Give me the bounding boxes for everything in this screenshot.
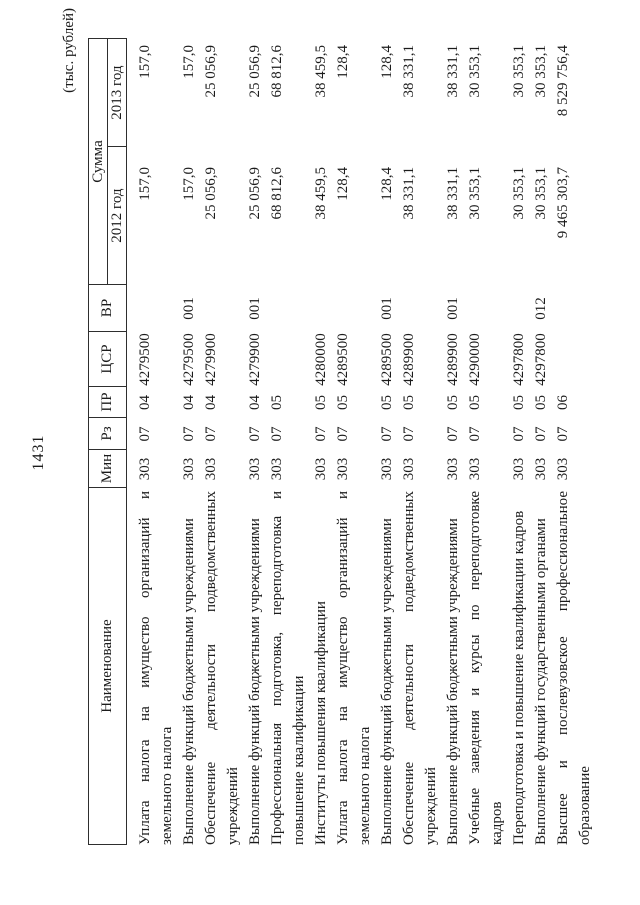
table-row xyxy=(530,38,552,845)
cell-rz: 07 xyxy=(247,426,263,442)
cell-sum-2013: 128,4 xyxy=(379,45,395,79)
cell-pr: 05 xyxy=(313,395,329,410)
name-line: Выполнение функций бюджетными учреждениями xyxy=(445,518,461,845)
cell-sum-2012: 68 812,6 xyxy=(269,167,285,220)
units-note: (тыс. рублей) xyxy=(61,8,77,93)
table-row xyxy=(178,38,200,845)
cell-name xyxy=(376,488,398,845)
header-year-2013: 2013 год xyxy=(108,39,126,147)
header-tsr: ЦСР xyxy=(88,332,127,387)
cell-sum-2013: 128,4 xyxy=(335,45,351,79)
cell-min: 303 xyxy=(137,457,153,481)
cell-rz: 07 xyxy=(445,426,461,442)
cell-rz: 07 xyxy=(313,426,329,442)
name-line: земельного налога xyxy=(159,726,175,845)
cell-pr: 05 xyxy=(269,395,285,410)
cell-name xyxy=(244,488,266,845)
cell-tsr: 4289500 xyxy=(379,333,395,386)
name-line: Обеспечение деятельности подведомственных xyxy=(203,491,219,845)
table-row xyxy=(508,38,530,845)
cell-sum-2012: 128,4 xyxy=(379,167,395,201)
name-line: Высшее и послевузовское профессиональное xyxy=(555,491,571,845)
cell-min: 303 xyxy=(511,457,527,481)
cell-tsr: 4279900 xyxy=(203,333,219,386)
header-vr: ВР xyxy=(88,285,127,332)
header-sum: Сумма xyxy=(89,39,108,284)
cell-min: 303 xyxy=(533,457,549,481)
cell-vr: 001 xyxy=(379,297,395,320)
table-row xyxy=(244,38,266,845)
cell-sum-2013: 68 812,6 xyxy=(269,45,285,98)
cell-sum-2012: 25 056,9 xyxy=(247,167,263,220)
cell-pr: 04 xyxy=(203,395,219,410)
cell-rz: 07 xyxy=(335,426,351,442)
table-row xyxy=(134,38,178,845)
cell-min: 303 xyxy=(181,457,197,481)
cell-sum-2012: 157,0 xyxy=(137,167,153,201)
cell-name xyxy=(332,488,376,845)
cell-pr: 05 xyxy=(379,395,395,410)
cell-pr: 05 xyxy=(533,395,549,410)
cell-sum-2013: 157,0 xyxy=(181,45,197,79)
cell-sum-2013: 157,0 xyxy=(137,45,153,79)
name-line: Переподготовка и повышение квалификации кадров xyxy=(511,510,527,845)
cell-sum-2013: 38 331,1 xyxy=(401,45,417,98)
cell-pr: 04 xyxy=(247,395,263,410)
name-line: земельного налога xyxy=(357,726,373,845)
header-name: Наименование xyxy=(88,488,127,845)
cell-tsr: 4279500 xyxy=(181,333,197,386)
cell-vr: 001 xyxy=(445,297,461,320)
name-line: Выполнение функций бюджетными учреждениями xyxy=(181,518,197,845)
cell-sum-2012: 30 353,1 xyxy=(533,167,549,220)
cell-tsr: 4290000 xyxy=(467,333,483,386)
cell-name xyxy=(310,488,332,845)
cell-rz: 07 xyxy=(555,426,571,442)
cell-rz: 07 xyxy=(467,426,483,442)
cell-sum-2012: 30 353,1 xyxy=(467,167,483,220)
cell-sum-2012: 30 353,1 xyxy=(511,167,527,220)
cell-sum-2013: 30 353,1 xyxy=(533,45,549,98)
table-row xyxy=(310,38,332,845)
cell-pr: 05 xyxy=(445,395,461,410)
cell-sum-2012: 38 459,5 xyxy=(313,167,329,220)
cell-sum-2012: 9 465 303,7 xyxy=(555,167,571,239)
cell-rz: 07 xyxy=(379,426,395,442)
cell-tsr: 4297800 xyxy=(511,333,527,386)
cell-sum-2013: 38 331,1 xyxy=(445,45,461,98)
cell-tsr: 4289900 xyxy=(445,333,461,386)
cell-tsr: 4280000 xyxy=(313,333,329,386)
page-number: 1431 xyxy=(30,434,47,471)
cell-min: 303 xyxy=(313,457,329,481)
name-line: Уплата налога на имущество организаций и xyxy=(137,491,153,845)
cell-rz: 07 xyxy=(533,426,549,442)
cell-tsr: 4297800 xyxy=(533,333,549,386)
cell-tsr: 4289500 xyxy=(335,333,351,386)
cell-tsr: 4279500 xyxy=(137,333,153,386)
cell-min: 303 xyxy=(379,457,395,481)
header-year-2012: 2012 год xyxy=(108,188,125,243)
cell-tsr: 4289900 xyxy=(401,333,417,386)
name-line: Выполнение функций бюджетными учреждениями xyxy=(379,518,395,845)
name-line: Учебные заведения и курсы по переподготовке xyxy=(467,491,483,845)
cell-sum-2013: 30 353,1 xyxy=(511,45,527,98)
cell-rz: 07 xyxy=(269,426,285,442)
cell-min: 303 xyxy=(555,457,571,481)
cell-name xyxy=(552,488,596,845)
cell-sum-2013: 38 459,5 xyxy=(313,45,329,98)
name-line: Выполнение функций государственными органами xyxy=(533,518,549,845)
cell-min: 303 xyxy=(401,457,417,481)
cell-sum-2012: 38 331,1 xyxy=(445,167,461,220)
table-row xyxy=(200,38,244,845)
cell-min: 303 xyxy=(445,457,461,481)
cell-name xyxy=(530,488,552,845)
name-line: кадров xyxy=(489,801,505,845)
table-row xyxy=(376,38,398,845)
cell-name xyxy=(200,488,244,845)
header-years-row xyxy=(108,39,126,284)
cell-min: 303 xyxy=(269,457,285,481)
cell-sum-2012: 38 331,1 xyxy=(401,167,417,220)
table-row xyxy=(442,38,464,845)
cell-rz: 07 xyxy=(401,426,417,442)
cell-rz: 07 xyxy=(181,426,197,442)
header-sum-group xyxy=(88,38,127,285)
cell-name xyxy=(442,488,464,845)
name-line: учреждений xyxy=(423,767,439,845)
cell-pr: 06 xyxy=(555,395,571,410)
cell-rz: 07 xyxy=(203,426,219,442)
cell-name xyxy=(266,488,310,845)
table-row xyxy=(464,38,508,845)
table-row xyxy=(398,38,442,845)
cell-pr: 04 xyxy=(137,395,153,410)
name-line: образование xyxy=(577,766,593,845)
cell-pr: 05 xyxy=(511,395,527,410)
cell-tsr: 4279900 xyxy=(247,333,263,386)
cell-sum-2013: 8 529 756,4 xyxy=(555,45,571,117)
cell-min: 303 xyxy=(203,457,219,481)
table-row xyxy=(266,38,310,845)
header-min: Мин xyxy=(88,450,127,488)
cell-sum-2013: 25 056,9 xyxy=(203,45,219,98)
cell-name xyxy=(464,488,508,845)
cell-min: 303 xyxy=(335,457,351,481)
name-line: Уплата налога на имущество организаций и xyxy=(335,491,351,845)
table-row xyxy=(552,38,596,845)
cell-min: 303 xyxy=(467,457,483,481)
header-rz: Рз xyxy=(88,418,127,450)
table-header-row xyxy=(88,38,127,845)
header-pr: ПР xyxy=(88,387,127,418)
table-body xyxy=(127,38,596,845)
cell-sum-2013: 25 056,9 xyxy=(247,45,263,98)
name-line: повышение квалификации xyxy=(291,675,307,845)
cell-sum-2012: 157,0 xyxy=(181,167,197,201)
cell-sum-2012: 128,4 xyxy=(335,167,351,201)
cell-rz: 07 xyxy=(511,426,527,442)
name-line: Обеспечение деятельности подведомственных xyxy=(401,491,417,845)
table-row xyxy=(332,38,376,845)
name-line: Профессиональная подготовка, переподготовка и xyxy=(269,491,285,845)
cell-sum-2013: 30 353,1 xyxy=(467,45,483,98)
cell-pr: 05 xyxy=(467,395,483,410)
cell-vr: 001 xyxy=(181,297,197,320)
cell-name xyxy=(398,488,442,845)
cell-name xyxy=(178,488,200,845)
name-line: Институты повышения квалификации xyxy=(313,601,329,845)
cell-pr: 05 xyxy=(335,395,351,410)
cell-sum-2012: 25 056,9 xyxy=(203,167,219,220)
cell-name xyxy=(134,488,178,845)
cell-name xyxy=(508,488,530,845)
cell-rz: 07 xyxy=(137,426,153,442)
name-line: Выполнение функций бюджетными учреждениями xyxy=(247,518,263,845)
budget-table xyxy=(88,38,596,845)
cell-pr: 05 xyxy=(401,395,417,410)
cell-pr: 04 xyxy=(181,395,197,410)
cell-vr: 012 xyxy=(533,297,549,320)
cell-min: 303 xyxy=(247,457,263,481)
name-line: учреждений xyxy=(225,767,241,845)
cell-vr: 001 xyxy=(247,297,263,320)
